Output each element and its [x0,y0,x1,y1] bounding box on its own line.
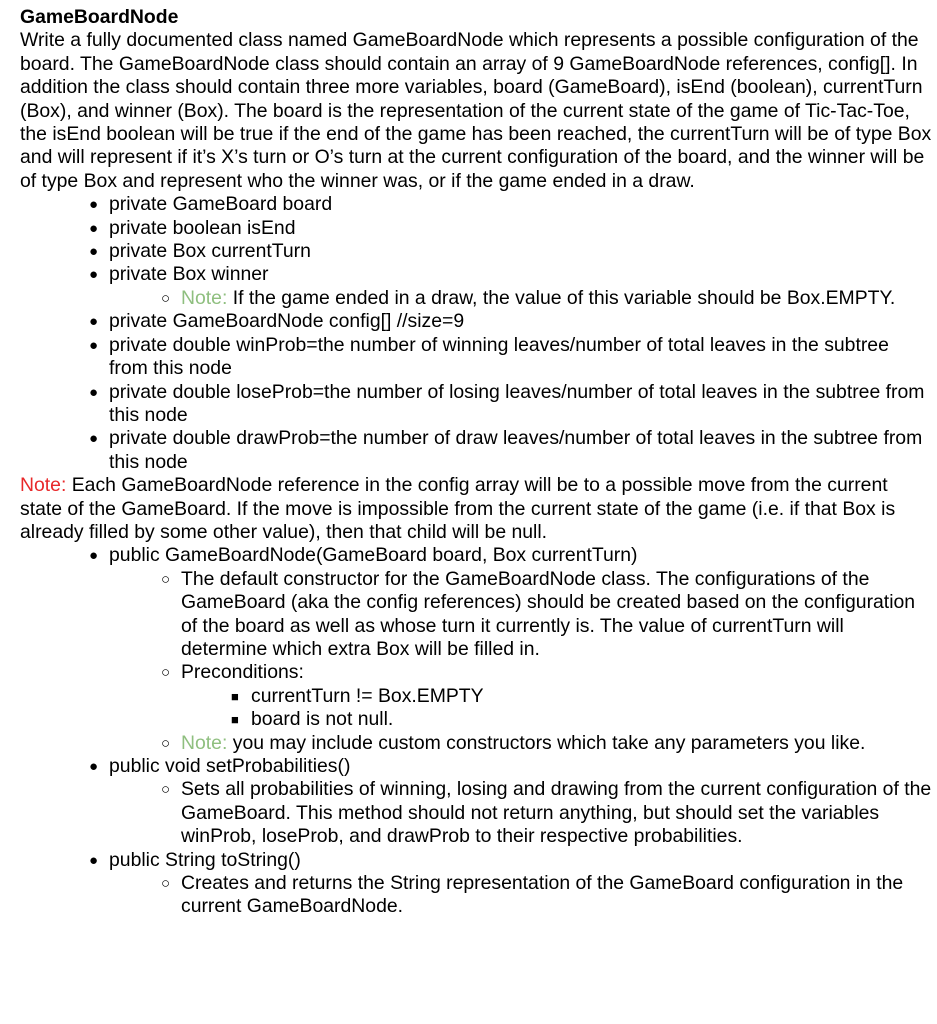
field-loseprob: ● private double loseProb=the number of losing leaves/number of total leaves in the subtree from this node [89,381,933,428]
intro-paragraph: Write a fully documented class named GameBoardNode which represents a possible configuration of the board. The GameBoardNode class should contain an array of 9 GameBoardNode references, config[]. In addition the class should contain three more variables, board (GameBoard), isEnd (boolean), currentTurn (Box), and winner (Box). The board is the representation of the current state of the game of Tic-Tac-Toe, the isEnd boolean will be true if the end of the game has been reached, the currentTurn will be of type Box and will represent if it’s X’s turn or O’s turn at the current configuration of the board, and the winner will be of type Box and represent who the winner was, or if the game ended in a draw. [20,29,932,192]
method-setprobabilities [20,755,933,778]
field-currentturn: ● private Box currentTurn [89,240,933,263]
field-drawprob: ● private double drawProb=the number of draw leaves/number of total leaves in the subtree from this node [89,427,933,474]
field-list [20,193,933,287]
config-note-label: Note: [20,474,67,497]
constructor-description: ○ The default constructor for the GameBoardNode class. The configurations of the GameBoard (aka the config references) should be created based on the configuration of the board as well as whose turn it currently is. The value of currentTurn will determine which extra Box will be filled in. [161,568,933,662]
field-list-2 [20,310,933,474]
field-config: ● private GameBoardNode config[] //size=9 [89,310,933,333]
constructor-note-list [20,732,933,755]
winner-note [161,287,933,310]
winner-note-text: If the game ended in a draw, the value of this variable should be Box.EMPTY. [227,286,896,309]
setprobabilities-description: ○ Sets all probabilities of winning, losing and drawing from the current configuration of the GameBoard. This method should not return anything, but should set the variables winProb, loseProb, and drawProb to their respective probabilities. [161,778,933,848]
field-winprob: ● private double winProb=the number of winning leaves/number of total leaves in the subtree from this node [89,334,933,381]
method-tostring [20,849,933,872]
section-title: GameBoardNode [20,6,179,28]
setprobabilities-details [20,778,933,848]
field-winner: ● private Box winner [89,263,933,286]
precondition-item: ■ currentTurn != Box.EMPTY [231,685,933,708]
tostring-signature: ● public String toString() [89,849,933,872]
winner-note-label: Note: [181,286,228,309]
winner-note-list [20,287,933,310]
tostring-details [20,872,933,919]
constructor-preconditions-label: ○ Preconditions: [161,661,933,684]
constructor-preconditions [20,685,933,732]
constructor-signature: ● public GameBoardNode(GameBoard board, Box currentTurn) [89,544,933,567]
config-note-text: Each GameBoardNode reference in the config array will be to a possible move from the current state of the GameBoard. If the move is impossible from the current state of the game (i.e. if that Box is already filled by some other value), then that child will be null. [20,474,896,543]
tostring-description: ○ Creates and returns the String representation of the GameBoard configuration in the current GameBoardNode. [161,872,933,919]
method-constructor [20,544,933,567]
config-note [20,474,933,544]
setprobabilities-signature: ● public void setProbabilities() [89,755,933,778]
constructor-details [20,568,933,685]
field-isend: ● private boolean isEnd [89,217,933,240]
precondition-item: ■ board is not null. [231,708,933,731]
constructor-note [161,732,933,755]
field-board: ● private GameBoard board [89,193,933,216]
constructor-note-label: Note: [181,731,228,754]
constructor-note-text: you may include custom constructors which take any parameters you like. [227,731,866,754]
